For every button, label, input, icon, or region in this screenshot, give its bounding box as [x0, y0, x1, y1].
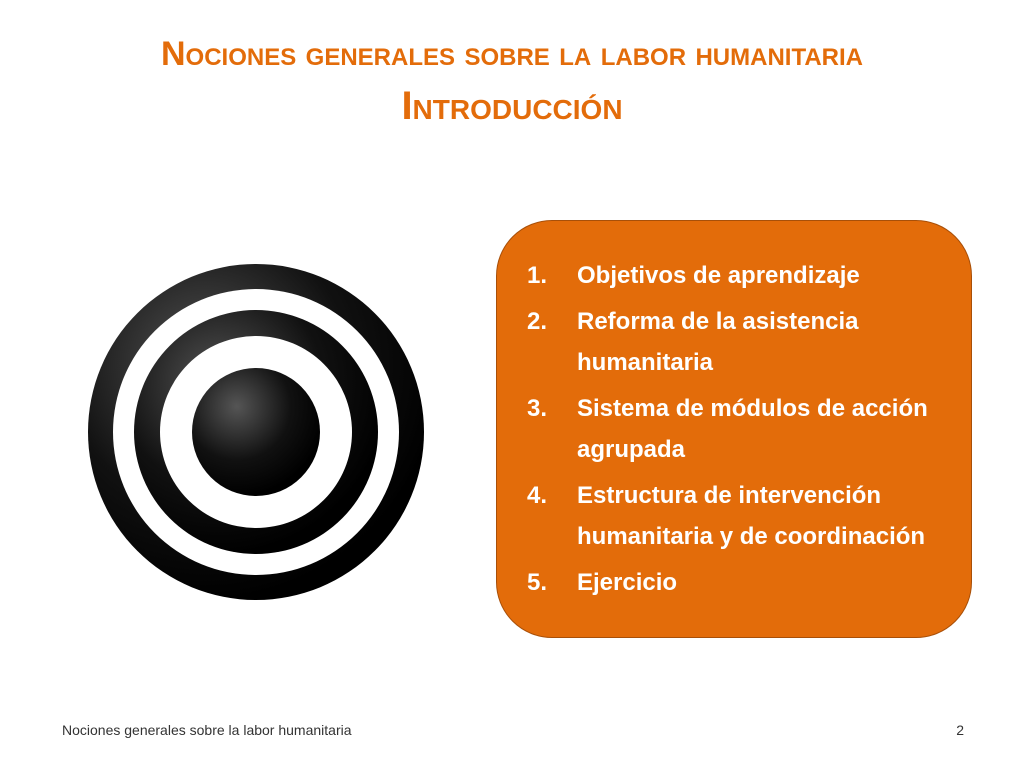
agenda-item-label: Sistema de módulos de acción agrupada [577, 395, 928, 463]
title-line-2: Introducción [401, 84, 623, 128]
title-line-1: Nociones generales sobre la labor humanitaria [160, 35, 864, 73]
agenda-item-number: 5. [527, 569, 548, 596]
agenda-item [527, 562, 943, 603]
agenda-list [527, 255, 943, 603]
agenda-item-label: Estructura de intervención humanitaria y de coordinación [577, 482, 926, 550]
slide-title [0, 28, 1024, 132]
agenda-item-label: Objetivos de aprendizaje [577, 262, 860, 289]
agenda-box [496, 220, 972, 638]
agenda-item [527, 388, 943, 470]
agenda-item [527, 475, 943, 557]
agenda-item [527, 301, 943, 383]
agenda-item [527, 255, 943, 296]
agenda-item-label: Reforma de la asistencia humanitaria [577, 308, 859, 376]
agenda-item-number: 3. [527, 395, 548, 422]
agenda-item-number: 1. [527, 262, 548, 289]
target-icon [86, 262, 426, 602]
agenda-item-label: Ejercicio [577, 569, 678, 596]
page-number: 2 [956, 722, 964, 738]
agenda-item-number: 2. [527, 308, 548, 335]
agenda-item-number: 4. [527, 482, 548, 509]
target-bullseye [192, 368, 320, 496]
footer-text: Nociones generales sobre la labor humanitaria [62, 722, 352, 738]
